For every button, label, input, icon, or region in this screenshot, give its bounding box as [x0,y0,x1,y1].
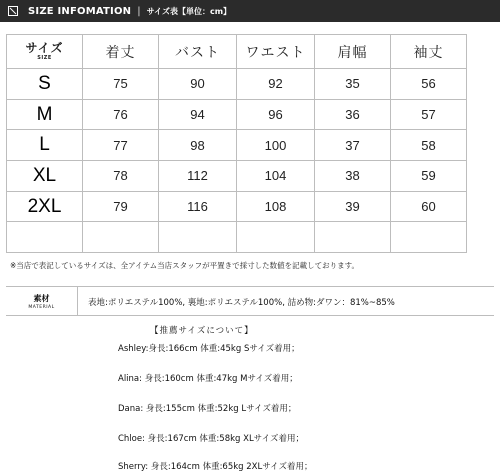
table-cell [315,222,391,253]
table-cell: 77 [83,130,159,161]
table-cell [391,222,467,253]
table-cell [159,222,237,253]
table-cell: 100 [237,130,315,161]
size-label [7,222,83,253]
table-cell: 96 [237,99,315,130]
material-section [6,286,494,316]
table-cell: 59 [391,161,467,192]
table-row [7,69,467,100]
size-label: 2XL [7,191,83,222]
table-header-row [7,35,467,69]
table-cell: 116 [159,191,237,222]
table-cell: 36 [315,99,391,130]
table-row [7,222,467,253]
material-text: 表地:ポリエステル100%, 裏地:ポリエステル100%, 詰め物:ダワン：81%~85% [88,298,395,308]
header-bar [0,0,500,22]
table-row [7,99,467,130]
table-cell: 60 [391,191,467,222]
table-cell: 37 [315,130,391,161]
table-cell: 57 [391,99,467,130]
table-cell: 56 [391,69,467,100]
column-header-shoulder: 肩幅 [315,35,391,69]
recommend-line: Dana: 身長:155cm 体重:52kg Lサイズ着用； [118,404,297,414]
table-row [7,161,467,192]
table-cell [83,222,159,253]
table-cell: 78 [83,161,159,192]
table-cell: 108 [237,191,315,222]
table-cell: 35 [315,69,391,100]
table-cell: 38 [315,161,391,192]
table-cell: 98 [159,130,237,161]
table-cell: 92 [237,69,315,100]
table-cell: 90 [159,69,237,100]
table-cell: 79 [83,191,159,222]
size-column-header [7,35,83,69]
size-label: M [7,99,83,130]
column-header-bust: バスト [159,35,237,69]
header-subtitle: サイズ表【単位：cm】 [146,6,232,16]
table-cell: 76 [83,99,159,130]
column-header-sleeve: 袖丈 [391,35,467,69]
material-label-jp: 素材 [33,293,50,303]
column-header-length: 着丈 [83,35,159,69]
material-label-en: MATERIAL [28,304,55,310]
table-cell: 104 [237,161,315,192]
size-table [6,34,467,253]
column-header-waist: ワエスト [237,35,315,69]
recommend-line: Chloe: 身長:167cm 体重:58kg XLサイズ着用； [118,434,305,444]
recommend-line: Sherry: 身長:164cm 体重:65kg 2XLサイズ着用； [118,462,313,472]
size-header-small: SIZE [37,54,52,61]
table-row [7,191,467,222]
material-label [6,287,78,315]
table-cell: 94 [159,99,237,130]
table-cell: 58 [391,130,467,161]
table-row [7,130,467,161]
size-label: L [7,130,83,161]
table-cell: 75 [83,69,159,100]
measurement-note: ※当店で表記しているサイズは、全アイテム当店スタッフが平置きで採寸した数値を記載しております。 [10,261,360,270]
table-cell: 112 [159,161,237,192]
recommend-title: 【推薦サイズについて】 [150,326,254,336]
table-cell: 39 [315,191,391,222]
recommend-line: Alina: 身長:160cm 体重:47kg Mサイズ着用； [118,374,298,384]
table-cell [237,222,315,253]
size-header-main: サイズ [25,40,64,55]
size-label: S [7,69,83,100]
header-separator: | [137,5,141,17]
header-title: SIZE INFOMATION [28,5,132,17]
recommend-line: Ashley:身長:166cm 体重:45kg Sサイズ着用； [118,344,300,354]
size-label: XL [7,161,83,192]
ruler-icon [8,6,18,16]
